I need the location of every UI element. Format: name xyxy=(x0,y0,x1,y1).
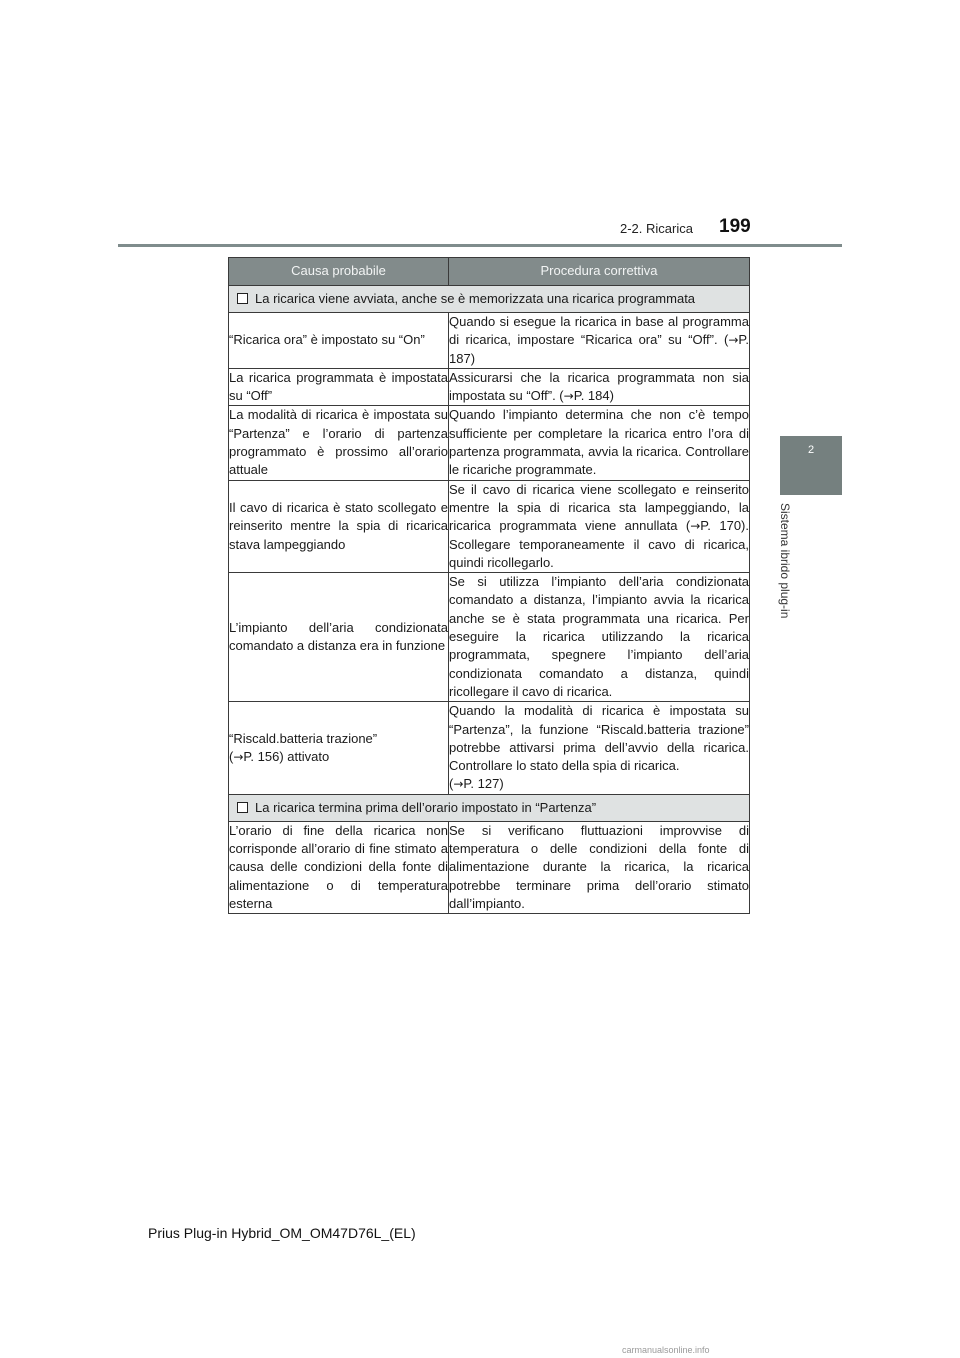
category-cell xyxy=(229,286,750,313)
table-header-row xyxy=(229,258,750,286)
chapter-number: 2 xyxy=(807,444,815,456)
page-reference[interactable]: P. 127) xyxy=(463,776,504,792)
page-reference[interactable]: P. 156) attivato xyxy=(243,748,330,764)
checkbox-bullet-icon xyxy=(237,802,248,813)
table-row xyxy=(229,573,750,702)
table-row xyxy=(229,313,750,369)
cause-cell: Il cavo di ricarica è stato scollegato e reinserito mentre la spia di ricarica stava lampeggiando xyxy=(229,480,449,572)
cause-cell: La ricarica programmata è impostata su “Off” xyxy=(229,368,449,406)
procedure-cell: Quando la modalità di ricarica è impostata su “Partenza”, la funzione “Riscald.batteria trazione” potrebbe attivarsi prima dell’avvio della ricarica. Controllare lo stato della spia di ricarica. (→P. 127) xyxy=(449,702,750,794)
arrow-icon: → xyxy=(690,519,701,534)
cause-cell: L’orario di fine della ricarica non corrisponde all’orario di fine stimato a causa delle condizioni della fonte di alimentazione o di temperatura esterna xyxy=(229,821,449,913)
page-reference[interactable]: P. 187) xyxy=(449,332,749,366)
section-title: 2-2. Ricarica xyxy=(620,221,693,236)
category-title: La ricarica viene avviata, anche se è memorizzata una ricarica programmata xyxy=(255,290,696,306)
table-row xyxy=(229,480,750,572)
procedure-cell: Quando l’impianto determina che non c’è tempo sufficiente per completare la ricarica entro l’ora di partenza programmata, avvia la ricarica. Controllare le ricariche programmate. xyxy=(449,406,750,480)
category-title: La ricarica termina prima dell’orario impostato in “Partenza” xyxy=(255,799,597,815)
procedure-cell xyxy=(449,480,750,572)
chapter-tab[interactable] xyxy=(780,436,842,495)
procedure-text: Assicurarsi che la ricarica programmata non sia impostata su “Off”. ( xyxy=(449,369,749,404)
arrow-icon: → xyxy=(453,777,464,792)
watermark: carmanualsonline.info xyxy=(622,1345,710,1355)
arrow-icon: → xyxy=(563,389,574,404)
procedure-text: Quando si esegue la ricarica in base al programma di ricarica, impostare “Ricarica ora” su “Off”. ( xyxy=(449,314,749,348)
header-divider xyxy=(118,244,842,247)
arrow-icon: → xyxy=(233,749,244,764)
category-row xyxy=(229,794,750,821)
procedure-text: Se il cavo di ricarica viene scollegato e reinserito mentre la spia di ricarica sta lampeggiando, la ricarica programmata viene annullata ( xyxy=(449,481,749,534)
column-header-procedure: Procedura correttiva xyxy=(449,258,750,286)
table-row xyxy=(229,406,750,480)
category-cell xyxy=(229,794,750,821)
cause-cell: “Riscald.batteria trazione” (→P. 156) attivato xyxy=(229,702,449,794)
checkbox-bullet-icon xyxy=(237,293,248,304)
cause-text: “Riscald.batteria trazione” xyxy=(229,730,378,746)
procedure-text: Quando la modalità di ricarica è impostata su “Partenza”, la funzione “Riscald.batteria trazione” potrebbe attivarsi prima dell’avvio della ricarica. Controllare lo stato della spia di ricarica. xyxy=(449,703,749,774)
chapter-title: Sistema ibrido plug-in xyxy=(778,503,792,619)
procedure-cell: Se si verificano fluttuazioni improvvise di temperatura o delle condizioni della fonte di alimentazione durante la ricarica, la ricarica potrebbe terminare prima dell’orario stimato dall’impianto. xyxy=(449,821,750,913)
arrow-icon: → xyxy=(728,333,739,348)
troubleshooting-table xyxy=(228,257,750,914)
page-number: 199 xyxy=(719,216,751,237)
cause-cell: L’impianto dell’aria condizionata comandato a distanza era in funzione xyxy=(229,573,449,702)
table-row xyxy=(229,821,750,913)
column-header-cause: Causa probabile xyxy=(229,258,449,286)
page-reference[interactable]: P. 184) xyxy=(573,388,614,404)
manual-footer: Prius Plug-in Hybrid_OM_OM47D76L_(EL) xyxy=(148,1225,416,1241)
table-row xyxy=(229,702,750,794)
procedure-cell xyxy=(449,313,750,369)
category-row xyxy=(229,286,750,313)
procedure-cell: Se si utilizza l’impianto dell’aria condizionata comandato a distanza, l’impianto avvia la ricarica anche se è stata programmata una ricarica. Per eseguire la ricarica utilizzando la ricarica programmata, spegnere l’impianto dell’aria condizionata comandato a distanza, quindi ricollegare il cavo di ricarica. xyxy=(449,573,750,702)
page-reference[interactable]: P. 170). Scollegare temporaneamente il cavo di ricarica, quindi ricollegarlo. xyxy=(449,518,749,570)
table-row xyxy=(229,368,750,406)
cause-cell: La modalità di ricarica è impostata su “Partenza” e l’orario di partenza programmato è prossimo all’orario attuale xyxy=(229,406,449,480)
cause-cell: “Ricarica ora” è impostato su “On” xyxy=(229,313,449,369)
procedure-cell xyxy=(449,368,750,406)
